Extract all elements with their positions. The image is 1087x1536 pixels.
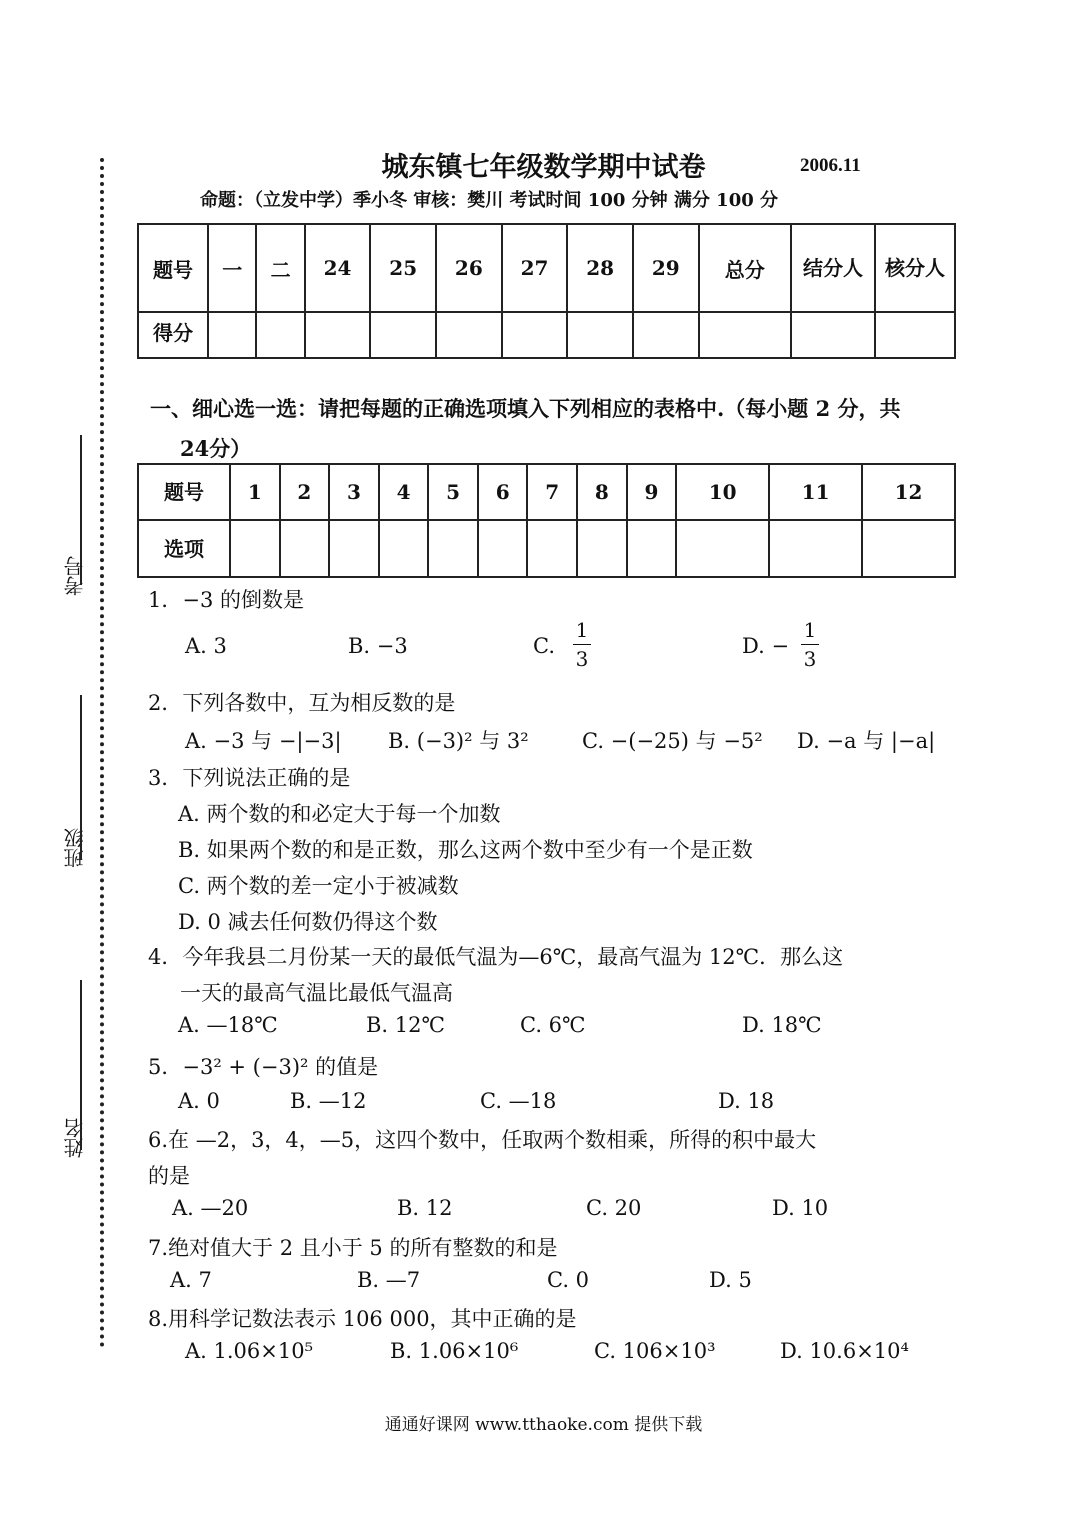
fraction-bar [801,644,819,645]
answer-number: 12 [862,464,955,520]
score-col: 29 [633,224,699,312]
score-cell[interactable] [256,312,304,358]
answer-cell[interactable] [280,520,330,577]
question-1-option-d-fraction [801,618,819,671]
score-cell[interactable] [567,312,633,358]
question-8-option-c: C. 106×10³ [594,1339,716,1363]
score-col: 一 [208,224,256,312]
question-3-option-d: D. 0 减去任何数仍得这个数 [178,910,438,934]
exam-title: 城东镇七年级数学期中试卷 [381,152,706,183]
score-cell[interactable] [208,312,256,358]
question-8-option-d: D. 10.6×10⁴ [780,1339,909,1363]
question-1-option-c-label: C. [533,634,555,658]
exam-date: 2006.11 [800,155,861,176]
answer-cell[interactable] [428,520,478,577]
answer-cell[interactable] [577,520,627,577]
answer-number: 3 [329,464,379,520]
answer-number: 8 [577,464,627,520]
question-3-option-c: C. 两个数的差一定小于被减数 [178,874,459,898]
question-6-option-a: A. —20 [172,1196,249,1220]
answer-row2-label: 选项 [138,520,230,577]
question-4-stem: 4．今年我县二月份某一天的最低气温为—6℃，最高气温为 12℃．那么这 [148,945,844,969]
class-line [80,695,82,860]
score-col: 26 [436,224,502,312]
question-2-option-c: C. −(−25) 与 −5² [582,729,763,753]
answer-number: 11 [769,464,862,520]
question-3-option-b: B. 如果两个数的和是正数，那么这两个数中至少有一个是正数 [178,838,753,862]
fraction-numerator: 1 [575,618,589,642]
question-4-option-b: B. 12℃ [366,1013,445,1037]
question-7-option-d: D. 5 [709,1268,752,1292]
answer-cell[interactable] [478,520,528,577]
question-5-option-d: D. 18 [718,1089,775,1113]
question-5-option-b: B. —12 [290,1089,367,1113]
class-label: 班级 [63,828,87,868]
score-header-label: 题号 [138,224,208,312]
section1-heading: 一、细心选一选：请把每题的正确选项填入下列相应的表格中.（每小题 2 分，共 [150,396,901,421]
fraction-denominator: 3 [803,647,817,671]
question-1-stem: 1．−3 的倒数是 [148,588,304,612]
answer-number: 5 [428,464,478,520]
question-7-stem: 7.绝对值大于 2 且小于 5 的所有整数的和是 [148,1236,558,1260]
score-col: 结分人 [791,224,875,312]
answer-table [137,463,956,578]
question-8-stem: 8.用科学记数法表示 106 000，其中正确的是 [148,1307,577,1331]
answer-option-row [138,520,955,577]
fraction-numerator: 1 [803,618,817,642]
question-6-stem: 6.在 —2，3，4，—5，这四个数中，任取两个数相乘，所得的积中最大 [148,1128,817,1152]
answer-number: 6 [478,464,528,520]
answer-number: 2 [280,464,330,520]
binding-dotted-line [100,158,104,1348]
question-4-stem-cont: 一天的最高气温比最低气温高 [180,981,453,1005]
question-8-option-b: B. 1.06×10⁶ [390,1339,519,1363]
score-cell[interactable] [305,312,371,358]
exam-number-label: 考号 [63,556,87,596]
question-2-option-a: A. −3 与 −|−3| [185,729,342,753]
answer-number: 4 [379,464,429,520]
question-1-option-c-fraction [573,618,591,671]
score-cell[interactable] [699,312,791,358]
score-row [138,312,955,358]
answer-number-row [138,464,955,520]
question-5-stem: 5．−3² + (−3)² 的值是 [148,1055,379,1079]
name-label: 姓名 [63,1118,87,1158]
question-6-stem-cont: 的是 [148,1164,190,1188]
answer-cell[interactable] [862,520,955,577]
score-cell[interactable] [791,312,875,358]
answer-cell[interactable] [230,520,280,577]
answer-cell[interactable] [769,520,862,577]
question-1-option-d-label: D. − [742,634,790,658]
exam-number-line [80,435,82,585]
section1-heading-cont: 24分） [180,436,252,461]
answer-row1-label: 题号 [138,464,230,520]
score-col: 27 [502,224,568,312]
question-6-option-c: C. 20 [586,1196,642,1220]
question-3-stem: 3．下列说法正确的是 [148,766,351,790]
question-2-stem: 2．下列各数中，互为相反数的是 [148,691,456,715]
question-6-option-d: D. 10 [772,1196,829,1220]
answer-cell[interactable] [527,520,577,577]
name-line [80,980,82,1150]
question-2-option-d: D. −a 与 |−a| [797,729,936,753]
fraction-bar [573,644,591,645]
score-col: 二 [256,224,304,312]
answer-number: 9 [627,464,677,520]
question-2-option-b: B. (−3)² 与 3² [388,729,529,753]
score-row-label: 得分 [138,312,208,358]
question-4-option-a: A. —18℃ [178,1013,278,1037]
score-col: 核分人 [875,224,955,312]
answer-number: 7 [527,464,577,520]
fraction-denominator: 3 [575,647,589,671]
answer-cell[interactable] [329,520,379,577]
score-table [137,223,956,359]
exam-byline: 命题：（立发中学）季小冬 审核：樊川 考试时间 100 分钟 满分 100 分 [200,190,779,211]
score-col: 24 [305,224,371,312]
score-cell[interactable] [633,312,699,358]
question-5-option-c: C. —18 [480,1089,557,1113]
question-7-option-b: B. —7 [357,1268,421,1292]
question-3-option-a: A. 两个数的和必定大于每一个加数 [178,802,501,826]
answer-number: 10 [676,464,769,520]
footer-source: 通通好课网 www.tthaoke.com 提供下载 [384,1415,703,1435]
score-col: 总分 [699,224,791,312]
question-6-option-b: B. 12 [397,1196,453,1220]
score-cell[interactable] [436,312,502,358]
score-cell[interactable] [502,312,568,358]
score-col: 28 [567,224,633,312]
score-cell[interactable] [370,312,436,358]
score-header-row [138,224,955,312]
question-7-option-c: C. 0 [547,1268,590,1292]
question-4-option-c: C. 6℃ [520,1013,586,1037]
answer-number: 1 [230,464,280,520]
question-5-option-a: A. 0 [178,1089,220,1113]
question-1-option-b: B. −3 [348,634,408,658]
question-1-option-a: A. 3 [185,634,227,658]
question-4-option-d: D. 18℃ [742,1013,822,1037]
answer-cell[interactable] [627,520,677,577]
score-col: 25 [370,224,436,312]
answer-cell[interactable] [676,520,769,577]
question-8-option-a: A. 1.06×10⁵ [185,1339,314,1363]
answer-cell[interactable] [379,520,429,577]
question-7-option-a: A. 7 [170,1268,212,1292]
score-cell[interactable] [875,312,955,358]
